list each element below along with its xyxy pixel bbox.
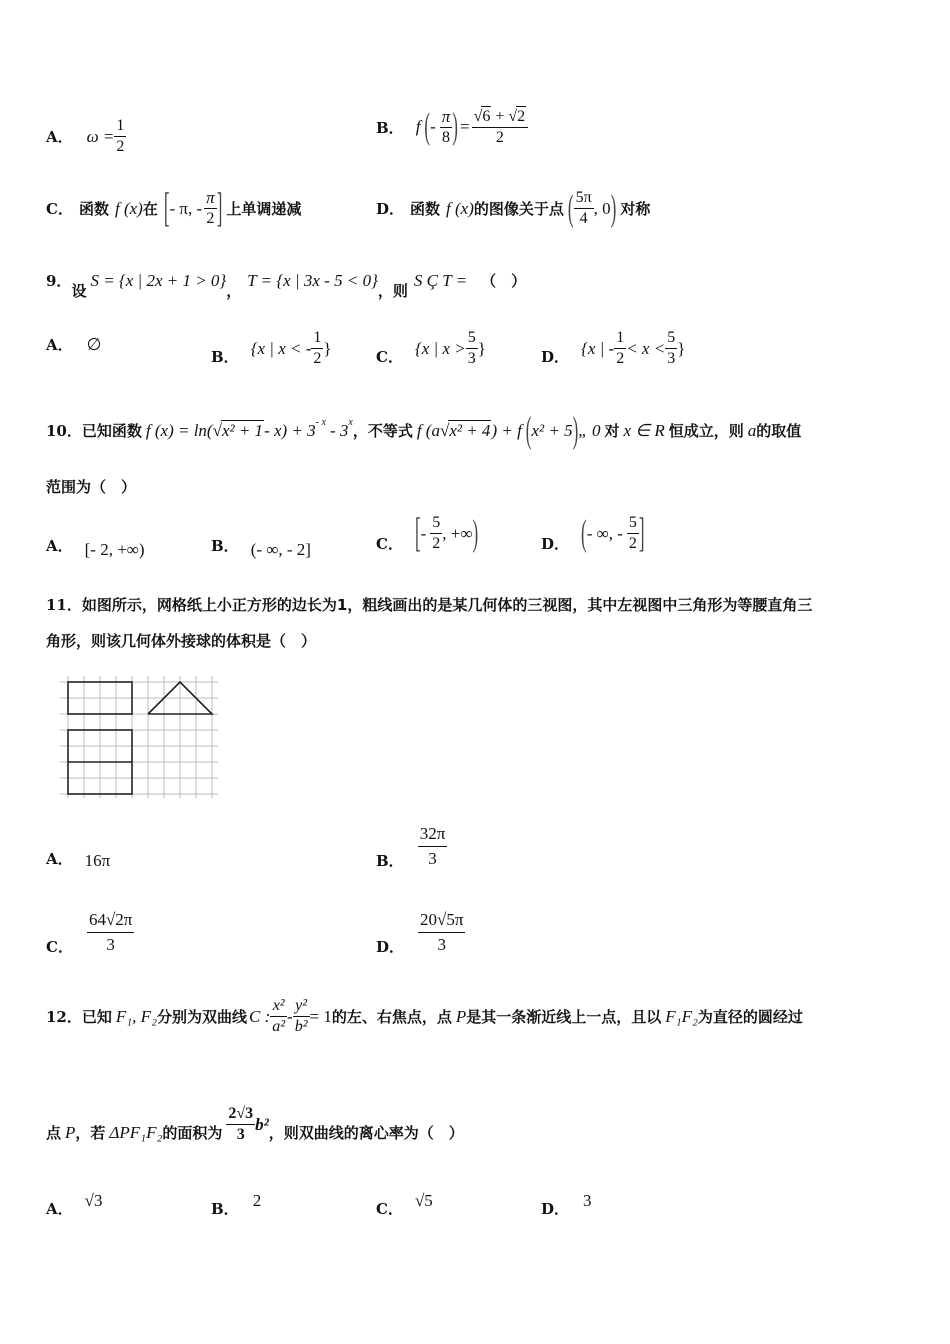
- q10-option-c[interactable]: C． [ - $\frac{5}{2}$ , +∞ ): [376, 509, 479, 556]
- q11-stem: 11． 如图所示，网格纸上小正方形的边长为1，粗线画出的是某几何体的三视图，其中左视图中三角形为等腰直角三: [46, 596, 813, 614]
- grid-lines: [60, 676, 218, 798]
- q12-option-d[interactable]: D． 3: [541, 1190, 592, 1218]
- q8-option-b[interactable]: B． f ( - $\frac{\pi}{8}$ ) = $\frac{√6 + √2}{2}$: [376, 106, 528, 148]
- q12-stem: 12． 已知 F₁, F₂ 分别为双曲线 C : $\frac{\text{x²}}{\text{a²}}$ - $\frac{\text{y²}}{\text{b²}}$ = 1 的左、右焦点，点 P 是其一条渐近线上一点，且以 F₁F₂ 为直径的圆经过: [46, 997, 803, 1035]
- q10-option-b[interactable]: B． (- ∞, - 2]: [211, 537, 311, 559]
- q12-option-c[interactable]: C． √5: [376, 1190, 433, 1218]
- q9-option-c[interactable]: C． {x | x > $\frac{5}{3}$ }: [376, 329, 486, 367]
- q9-option-b[interactable]: B． {x | x < - $\frac{1}{2}$ }: [211, 329, 332, 367]
- three-view-outlines: [68, 682, 212, 794]
- q10-stem: 10． 已知函数 f (x) = ln( √x² + 1 - x) + 3 - x - 3 x ，不等式 f (a √x² + 4 ) + f ( x² + 5 ) „ 0 对 x ∈ R 恒成立，则 a 的取值: [46, 408, 802, 451]
- q9-option-a[interactable]: A． ∅: [46, 334, 102, 354]
- q9-stem: 9． 设 S = {x | 2x + 1 > 0} ， T = {x | 3x - 5 < 0} ，则 S Ç T = （ ）: [46, 270, 527, 300]
- q8-b-rhs-fraction: $\frac{√6 + √2}{2}$: [472, 106, 529, 148]
- q8-option-d[interactable]: D． 函数 f (x) 的图像关于点 ( $\frac{5\pi}{4}$ , 0 ) 对称: [376, 186, 651, 229]
- q12-option-b[interactable]: B． 2: [211, 1190, 262, 1218]
- q11-option-d[interactable]: D． $\frac{20√5\pi}{3}$: [376, 910, 464, 956]
- q8-a-fraction: $\frac{1}{2}$: [116, 117, 125, 155]
- q10-stem-line2: 范围为（ ）: [46, 478, 137, 496]
- q10-option-a[interactable]: A． [- 2, +∞): [46, 537, 145, 559]
- q11-option-a[interactable]: A． 16π: [46, 850, 111, 870]
- q8-option-a[interactable]: A． ω = $\frac{1}{2}$: [46, 117, 125, 155]
- q12-stem-line2: 点 P ，若 ΔPF₁F₂ 的面积为 $\frac{2√3}{3}$ b² ，则双曲线的离心率为（ ）: [46, 1105, 464, 1143]
- q12-option-a[interactable]: A． √3: [46, 1190, 103, 1218]
- q11-stem-line2: 角形，则该几何体外接球的体积是（ ）: [46, 632, 317, 650]
- q10-option-d[interactable]: D． ( - ∞, - $\frac{5}{2}$ ]: [541, 509, 645, 556]
- q11-option-c[interactable]: C． $\frac{64√2\pi}{3}$: [46, 910, 133, 956]
- q8-option-c[interactable]: C． 函数 f (x) 在 [ - π, - $\frac{\pi}{2}$ ] 上单调递减: [46, 184, 302, 231]
- q9-option-d[interactable]: D． {x | - $\frac{1}{2}$ < x < $\frac{5}{3}$ }: [541, 329, 686, 367]
- q11-option-b[interactable]: B． $\frac{32\pi}{3}$: [376, 824, 446, 870]
- three-view-grid-figure: [60, 676, 220, 800]
